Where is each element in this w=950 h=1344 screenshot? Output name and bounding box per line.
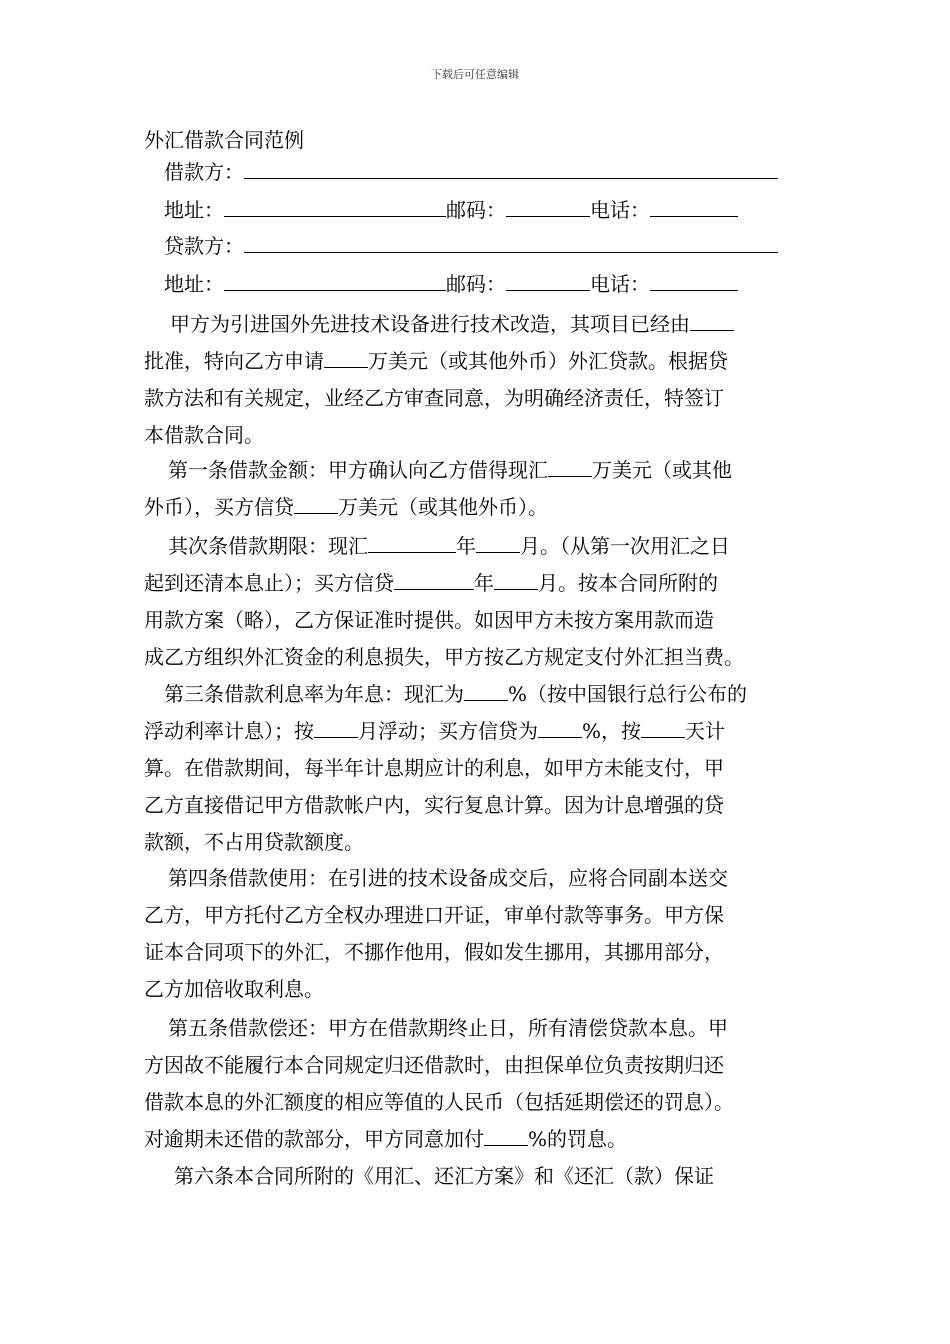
address-blank[interactable] [224, 196, 446, 217]
blank[interactable] [494, 571, 538, 590]
article-3 [144, 676, 808, 861]
zip-blank[interactable] [506, 270, 590, 291]
text-run: 月。（从第一次用汇之日 [520, 534, 730, 558]
blank[interactable] [464, 682, 508, 701]
zip-label: 邮码： [446, 272, 506, 296]
text-run: 月浮动；买方信贷为 [358, 719, 538, 743]
text-line: 乙方，甲方托付乙方全权办理进口开证，审单付款等事务。甲方保 [144, 903, 724, 927]
article-6 [144, 1158, 808, 1195]
text-run: 对逾期未还借的款部分，甲方同意加付 [144, 1127, 484, 1151]
phone-blank[interactable] [650, 270, 738, 291]
borrower-address-line [164, 196, 738, 224]
lender-blank[interactable] [244, 232, 778, 253]
text-line: 本借款合同。 [144, 423, 264, 447]
text-run: 甲方为引进国外先进技术设备进行技术改造，其项目已经由 [170, 312, 690, 336]
blank[interactable] [476, 534, 520, 553]
intro-paragraph [144, 306, 808, 454]
address-label: 地址： [164, 272, 224, 296]
text-run: 批准，特向乙方申请 [144, 349, 324, 373]
text-run: 第三条借款利息率为年息：现汇为 [164, 682, 464, 706]
lender-address-line [164, 270, 738, 298]
lender-label: 贷款方： [164, 234, 244, 258]
document-title: 外汇借款合同范例 [144, 128, 304, 152]
blank[interactable] [538, 719, 582, 738]
zip-blank[interactable] [506, 196, 590, 217]
text-run: 万美元（或其他外币）。 [338, 495, 548, 519]
text-line: 款额，不占用贷款额度。 [144, 830, 364, 854]
text-line: 证本合同项下的外汇，不挪作他用，假如发生挪用，其挪用部分， [144, 940, 724, 964]
blank[interactable] [690, 312, 734, 331]
text-line: 成乙方组织外汇资金的利息损失，甲方按乙方规定支付外汇担当费。 [144, 645, 744, 669]
article-5 [144, 1010, 808, 1158]
text-run: 万美元（或其他 [592, 458, 732, 482]
text-run: %（按中国银行总行公布的 [508, 682, 748, 706]
zip-label: 邮码： [446, 198, 506, 222]
address-label: 地址： [164, 198, 224, 222]
blank[interactable] [641, 719, 685, 738]
phone-blank[interactable] [650, 196, 738, 217]
text-line: 方因故不能履行本合同规定归还借款时，由担保单位负责按期归还 [144, 1053, 724, 1077]
text-line: 乙方加倍收取利息。 [144, 977, 324, 1001]
borrower-line [164, 158, 778, 186]
text-run: 年 [456, 534, 476, 558]
text-run: 外币），买方信贷 [144, 495, 294, 519]
page-header: 下载后可任意编辑 [431, 68, 519, 81]
text-line: 第六条本合同所附的《用汇、还汇方案》和《还汇（款）保证 [174, 1164, 714, 1188]
text-run: 浮动利率计息）；按 [144, 719, 314, 743]
text-run: 年 [474, 571, 494, 595]
lender-line [164, 232, 778, 260]
text-run: 起到还清本息止）；买方信贷 [144, 571, 394, 595]
text-line: 第五条借款偿还：甲方在借款期终止日，所有清偿贷款本息。甲 [168, 1016, 728, 1040]
text-run: %的罚息。 [528, 1127, 628, 1151]
article-4 [144, 860, 808, 1008]
blank[interactable] [548, 458, 592, 477]
text-line: 借款本息的外汇额度的相应等值的人民币（包括延期偿还的罚息）。 [144, 1090, 734, 1114]
text-line: 算。在借款期间，每半年计息期应计的利息，如甲方未能支付，甲 [144, 756, 724, 780]
blank[interactable] [324, 349, 368, 368]
phone-label: 电话： [590, 198, 650, 222]
text-run: 月。按本合同所附的 [538, 571, 718, 595]
text-run: 第一条借款金额：甲方确认向乙方借得现汇 [168, 458, 548, 482]
phone-label: 电话： [590, 272, 650, 296]
text-line: 用款方案（略），乙方保证准时提供。如因甲方未按方案用款而造 [144, 608, 714, 632]
text-line: 第四条借款使用：在引进的技术设备成交后，应将合同副本送交 [168, 866, 728, 890]
address-blank[interactable] [224, 270, 446, 291]
text-line: 款方法和有关规定，业经乙方审查同意，为明确经济责任，特签订 [144, 386, 724, 410]
text-run: 天计 [685, 719, 726, 743]
text-run: 其次条借款期限：现汇 [168, 534, 368, 558]
borrower-blank[interactable] [244, 158, 778, 179]
article-2 [144, 528, 808, 676]
text-run: %，按 [582, 719, 642, 743]
blank[interactable] [314, 719, 358, 738]
text-run: 万美元（或其他外币）外汇贷款。根据贷 [368, 349, 728, 373]
blank[interactable] [394, 571, 474, 590]
blank[interactable] [368, 534, 456, 553]
borrower-label: 借款方： [164, 160, 244, 184]
blank[interactable] [294, 495, 338, 514]
blank[interactable] [484, 1127, 528, 1146]
text-line: 乙方直接借记甲方借款帐户内，实行复息计算。因为计息增强的贷 [144, 793, 724, 817]
article-1 [144, 452, 808, 526]
